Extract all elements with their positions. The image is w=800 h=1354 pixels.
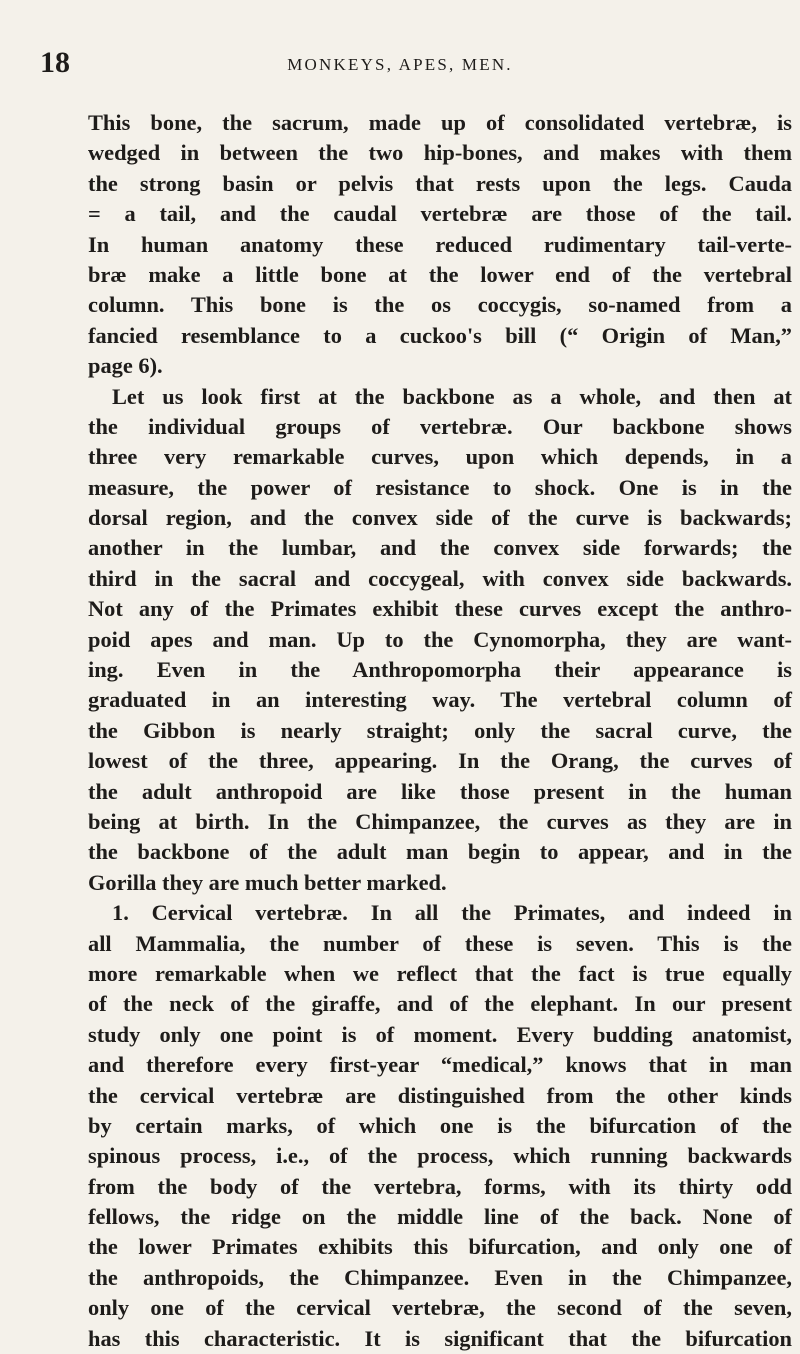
text-line: by certain marks, of which one is the bifurcation of the [88,1112,792,1138]
text-line: the cervical vertebræ are distinguished from the other kinds [88,1082,792,1108]
text-line: the individual groups of vertebræ. Our backbone shows [88,413,792,439]
text-line: study only one point is of moment. Every budding anatomist, [88,1021,792,1047]
text-line: lowest of the three, appearing. In the Orang, the curves of [88,748,792,774]
text-line: spinous process, i.e., of the process, which running backwards [88,1143,792,1169]
body-text [88,108,792,1354]
text-line: Let us look first at the backbone as a whole, and then at [112,383,792,409]
text-line: the backbone of the adult man begin to appear, and in the [88,839,792,865]
text-line: dorsal region, and the convex side of the curve is backwards; [88,505,792,531]
text-line: Not any of the Primates exhibit these curves except the anthro- [88,596,792,622]
text-line: 1. Cervical vertebræ. In all the Primates, and indeed in [112,900,792,926]
text-line: third in the sacral and coccygeal, with convex side backwards. [88,565,792,591]
text-line: bræ make a little bone at the lower end of the vertebral [88,261,792,287]
text-line: of the neck of the giraffe, and of the elephant. In our present [88,991,792,1017]
text-line: fellows, the ridge on the middle line of the back. None of [88,1204,792,1230]
text-line: three very remarkable curves, upon which depends, in a [88,444,792,470]
text-line: wedged in between the two hip-bones, and makes with them [88,140,792,166]
text-line: ing. Even in the Anthropomorpha their appearance is [88,657,792,683]
running-head [40,48,760,78]
text-line: fancied resemblance to a cuckoo's bill (“ Origin of Man,” [88,322,792,348]
text-line: from the body of the vertebra, forms, with its thirty odd [88,1173,792,1199]
text-line: being at birth. In the Chimpanzee, the curves as they are in [88,808,792,834]
text-line: poid apes and man. Up to the Cynomorpha, they are want- [88,626,792,652]
text-line: In human anatomy these reduced rudimentary tail-verte- [88,231,792,257]
text-line: the anthropoids, the Chimpanzee. Even in the Chimpanzee, [88,1264,792,1290]
text-line: This bone, the sacrum, made up of consolidated vertebræ, is [88,110,792,135]
text-line: all Mammalia, the number of these is seven. This is the [88,930,792,956]
text-line: more remarkable when we reflect that the fact is true equally [88,960,792,986]
text-line: the adult anthropoid are like those present in the human [88,778,792,804]
running-title: MONKEYS, APES, MEN. [287,55,513,74]
text-line: the lower Primates exhibits this bifurcation, and only one of [88,1234,792,1260]
text-line: = a tail, and the caudal vertebræ are those of the tail. [88,201,792,227]
text-line: measure, the power of resistance to shock. One is in the [88,474,792,500]
text-line: the strong basin or pelvis that rests upon the legs. Cauda [88,170,792,196]
page-number: 18 [40,46,70,79]
text-line: and therefore every first-year “medical,” knows that in man [88,1052,792,1078]
text-line: the Gibbon is nearly straight; only the sacral curve, the [88,717,792,743]
text-line: another in the lumbar, and the convex side forwards; the [88,535,792,561]
text-line: column. This bone is the os coccygis, so-named from a [88,292,792,318]
text-line: has this characteristic. It is significant that the bifurcation [88,1325,792,1351]
text-line: graduated in an interesting way. The vertebral column of [88,687,792,713]
text-line: page 6). [88,353,163,379]
text-line: only one of the cervical vertebræ, the second of the seven, [88,1295,792,1321]
text-line: Gorilla they are much better marked. [88,869,447,895]
